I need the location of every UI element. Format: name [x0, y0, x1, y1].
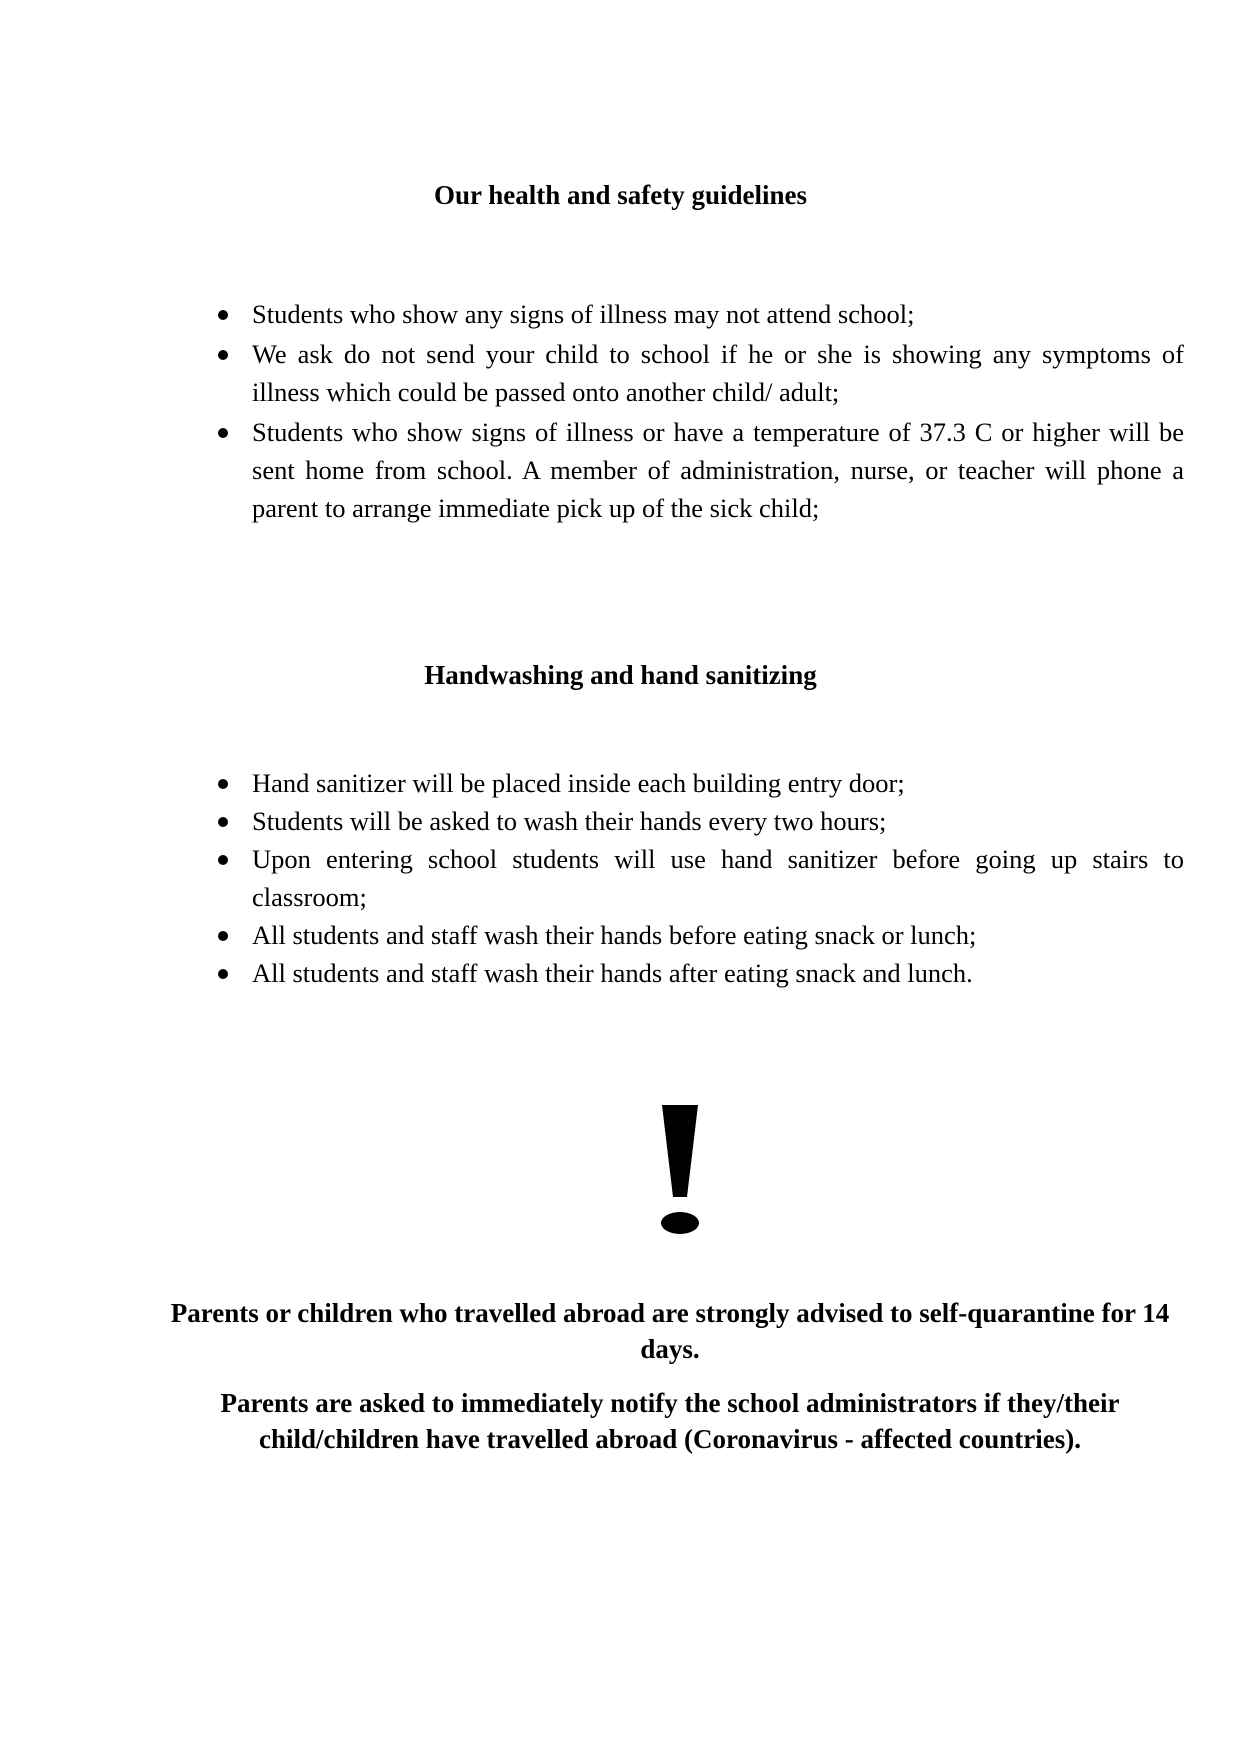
bullet-icon — [218, 931, 228, 941]
notice-notify-administrators: Parents are asked to immediately notify the school administrators if they/their child/children have travelled abroad (Coronavirus - affected countries). — [220, 1388, 1120, 1454]
list-item-text: All students and staff wash their hands before eating snack or lunch; — [252, 920, 977, 950]
list-item-text: Students who show signs of illness or have a temperature of 37.3 C or higher will be sent home from school. A member of administration, nurse, or teacher will phone a parent to arrange immediate pick up of the sick child; — [252, 417, 1184, 523]
list-item — [212, 840, 1184, 916]
notice-self-quarantine: Parents or children who travelled abroad are strongly advised to self-quarantine for 14 days. — [170, 1298, 1170, 1364]
bullet-icon — [218, 779, 228, 789]
exclamation-icon — [640, 1105, 720, 1237]
list-item-text: Hand sanitizer will be placed inside each building entry door; — [252, 768, 905, 798]
list-item-text: Students who show any signs of illness may not attend school; — [252, 299, 915, 329]
bullet-icon — [218, 350, 228, 360]
health-safety-list — [212, 295, 1184, 527]
bullet-icon — [218, 817, 228, 827]
bullet-icon — [218, 310, 228, 320]
list-item-text: Students will be asked to wash their hands every two hours; — [252, 806, 887, 836]
bullet-icon — [218, 428, 228, 438]
list-item — [212, 916, 1184, 954]
list-item — [212, 295, 1184, 333]
bullet-icon — [218, 969, 228, 979]
list-item — [212, 802, 1184, 840]
list-item-text: We ask do not send your child to school if he or she is showing any symptoms of illness which could be passed onto another child/ adult; — [252, 339, 1184, 407]
list-item — [212, 954, 1184, 992]
list-item — [212, 335, 1184, 411]
bullet-icon — [218, 855, 228, 865]
list-item — [212, 764, 1184, 802]
list-item — [212, 413, 1184, 527]
handwashing-list — [212, 764, 1184, 992]
section-heading-handwashing: Handwashing and hand sanitizing — [424, 660, 817, 690]
section-heading-health-safety: Our health and safety guidelines — [433, 180, 808, 210]
list-item-text: Upon entering school students will use hand sanitizer before going up stairs to classroom; — [252, 844, 1184, 912]
list-item-text: All students and staff wash their hands after eating snack and lunch. — [252, 958, 973, 988]
